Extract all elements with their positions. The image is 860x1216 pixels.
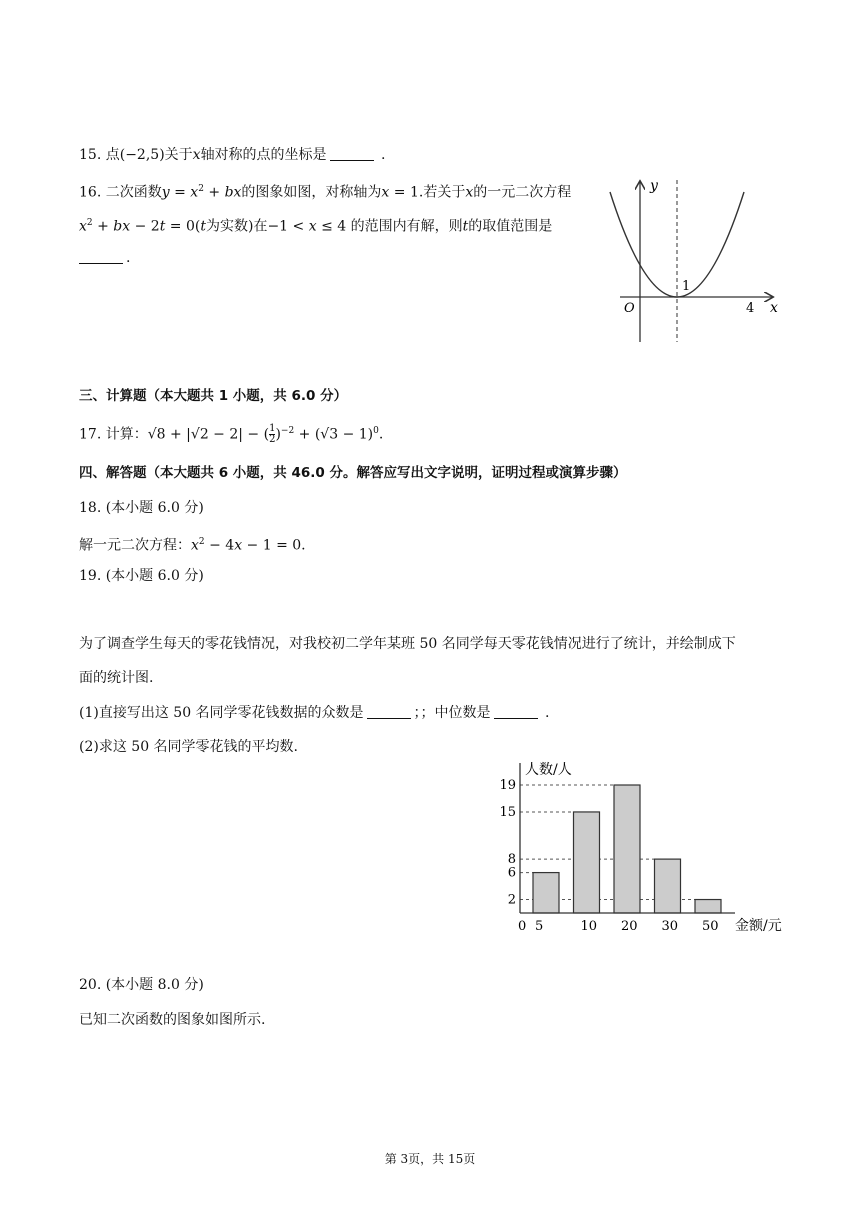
question-20-text: 已知二次函数的图象如图所示. [79,1012,266,1028]
x-axis-title: 金额/元 [735,918,782,934]
tick-label-4: 4 [746,301,755,316]
answer-blank [79,249,123,264]
y-tick-label-15: 15 [499,804,516,820]
question-15: 15. 点(−2,5)关于x轴对称的点的坐标是 . [79,147,386,163]
y-axis-label: y [650,178,658,194]
tick-label-1: 1 [682,279,691,294]
page-footer: 第 3页，共 15页 [384,1152,476,1166]
bar-50 [695,900,721,913]
question-16-line3: . [79,248,130,268]
y-tick-label-2: 2 [507,892,516,908]
y-tick-label-6: 6 [507,865,516,881]
question-19-header: 19. (本小题 6.0 分) [79,568,204,584]
question-18-text: 解一元二次方程：$x^2 - 4x - 1 = 0$. [79,537,306,554]
y-tick-label-8: 8 [507,852,516,868]
question-18-header: 18. (本小题 6.0 分) [79,500,204,516]
question-16-line2: $x^2$ + bx − 2t = 0(t为实数)在−1 < x ≤ 4 的范围内有解，则t的取值范围是 [79,218,553,235]
parabola-graph [600,172,790,347]
answer-blank-mode [367,704,411,719]
question-19-part1: (1)直接写出这 50 名同学零花钱数据的众数是 ；；中位数是 . [79,705,550,721]
bar-30 [655,859,681,913]
fraction-one-half: $\frac{1}{2}$ [269,423,276,446]
x-axis-label: x [770,300,778,316]
question-19-para-line1: 为了调查学生每天的零花钱情况，对我校初二学年某班 50 名同学每天零花钱情况进行了统计，并绘制成下 [79,636,736,652]
question-16-line1: 16. 二次函数$y = x^2$ + bx的图象如图，对称轴为x = 1.若关于x的一元二次方程 [79,184,572,201]
y-axis-title: 人数/人 [525,762,572,778]
answer-blank-median [494,704,538,719]
question-19-para-line2: 面的统计图. [79,670,154,686]
origin-label: 0 [518,919,527,934]
section-4-title: 四、解答题（本大题共 6 小题，共 46.0 分。解答应写出文字说明，证明过程或演算步骤） [79,465,627,481]
question-20-header: 20. (本小题 8.0 分) [79,977,204,993]
bar-group [533,785,721,913]
section-3-title: 三、计算题（本大题共 1 小题，共 6.0 分） [79,388,348,404]
question-19-part2: (2)求这 50 名同学零花钱的平均数. [79,739,298,755]
bar-10 [574,812,600,913]
x-tick-label-group [535,919,719,934]
x-tick-label-50: 50 [702,919,719,934]
y-tick-label-19: 19 [499,778,516,793]
x-tick-label-30: 30 [661,919,679,934]
origin-label: O [624,301,635,316]
bar-20 [614,785,640,913]
x-tick-label-5: 5 [535,919,544,934]
allowance-bar-chart [495,755,795,940]
bar-5 [533,873,559,913]
x-tick-label-10: 10 [580,919,598,934]
x-tick-label-20: 20 [621,919,638,934]
answer-blank [330,146,374,161]
question-17: 17. 计算：√8 + |√2 − 2| − ( $\frac{1}{2}$ )$^{-2} + (√3 - 1)^0$. [79,423,384,446]
